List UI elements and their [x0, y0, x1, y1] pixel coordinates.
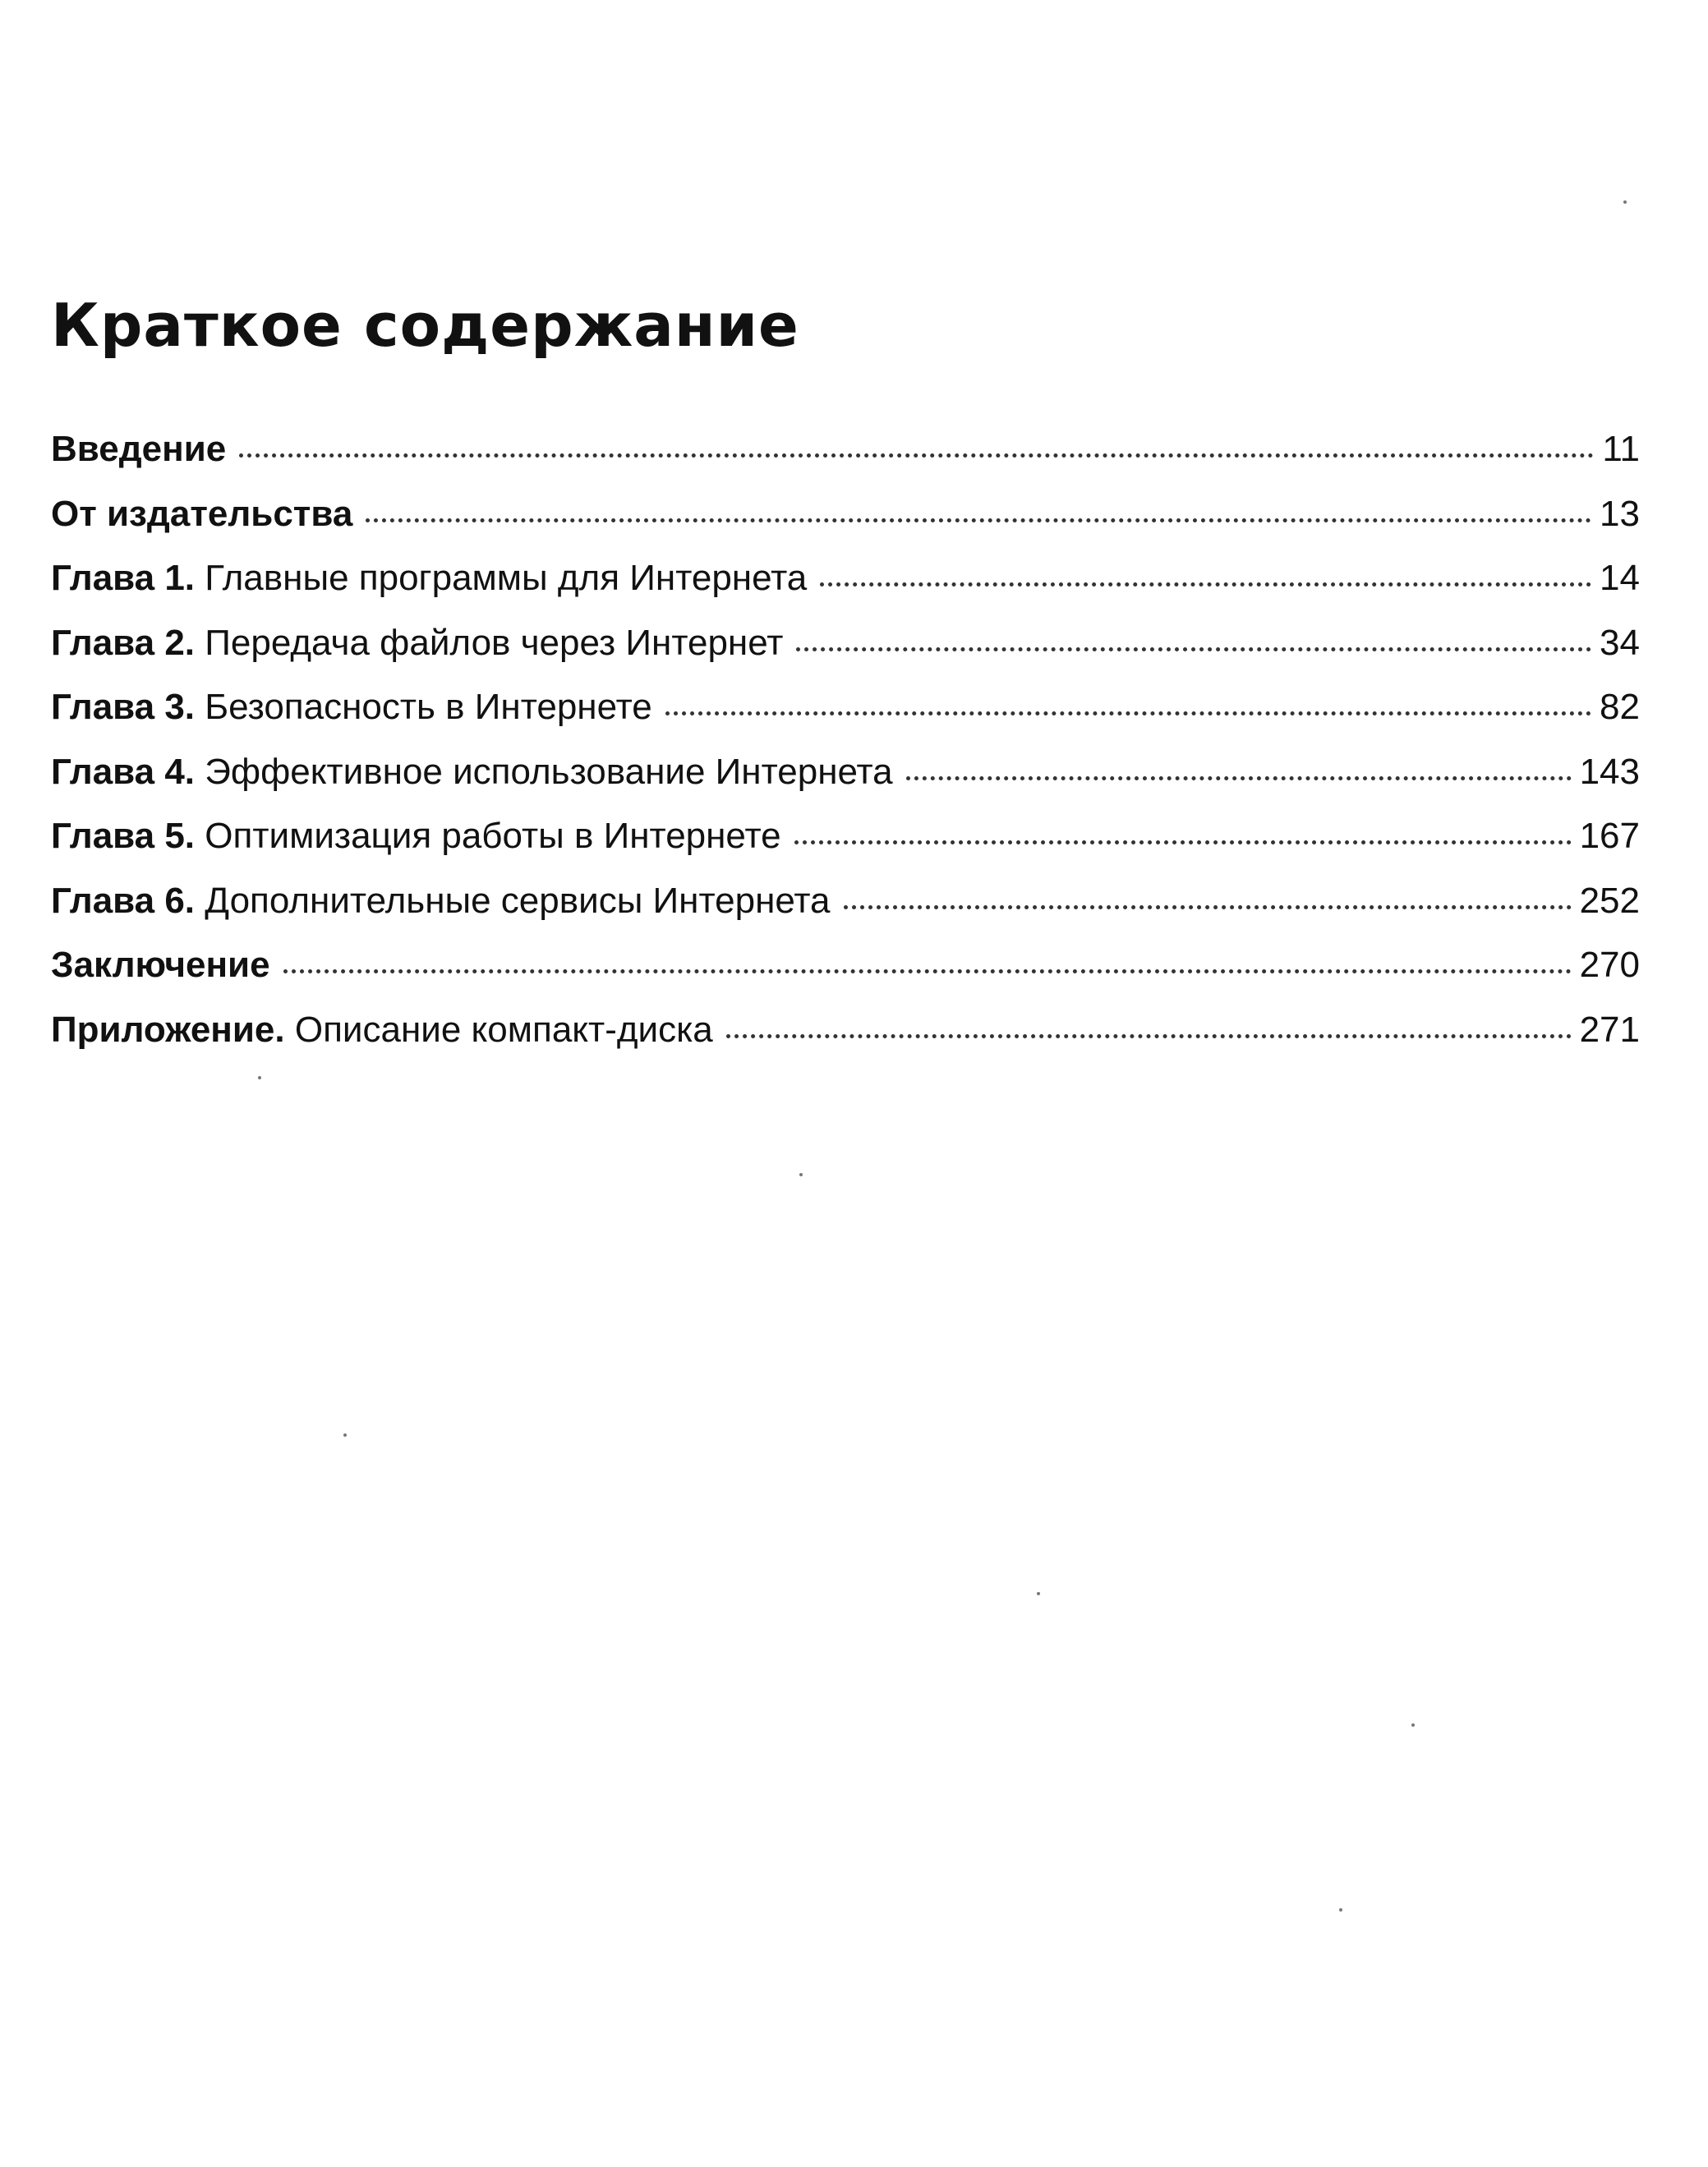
toc-label — [51, 880, 831, 921]
toc-page-number: 14 — [1600, 558, 1640, 598]
toc-dot-leader — [906, 776, 1572, 780]
toc-prefix: Глава 6. — [51, 880, 196, 921]
toc-page-number: 13 — [1600, 493, 1640, 534]
scan-speck — [1037, 1592, 1040, 1595]
toc-page-number: 143 — [1579, 751, 1640, 792]
toc-label — [51, 622, 784, 663]
toc-dot-leader — [283, 969, 1572, 973]
toc-page-number: 167 — [1579, 816, 1640, 856]
table-of-contents — [51, 431, 1640, 1076]
toc-entry-appendix[interactable] — [51, 1009, 1640, 1077]
toc-entry-introduction[interactable] — [51, 431, 1640, 496]
toc-label — [51, 1009, 713, 1050]
scan-speck — [1339, 1908, 1342, 1912]
toc-prefix: От издательства — [51, 493, 353, 534]
scan-speck — [1623, 200, 1627, 204]
toc-page-number: 82 — [1600, 687, 1640, 727]
toc-chapter-title: Оптимизация работы в Интернете — [205, 816, 781, 856]
toc-prefix: Глава 1. — [51, 558, 196, 598]
toc-entry-chapter-4[interactable] — [51, 751, 1640, 819]
toc-chapter-title: Безопасность в Интернете — [205, 687, 652, 727]
toc-prefix: Введение — [51, 429, 227, 469]
toc-label — [51, 560, 807, 596]
scan-speck — [799, 1173, 803, 1176]
toc-entry-conclusion[interactable] — [51, 947, 1640, 1012]
toc-page-number: 270 — [1579, 945, 1640, 985]
toc-label — [51, 493, 353, 534]
toc-entry-chapter-3[interactable] — [51, 689, 1640, 754]
toc-prefix: Глава 4. — [51, 751, 196, 792]
toc-prefix: Заключение — [51, 945, 270, 985]
toc-dot-leader — [796, 647, 1591, 651]
toc-label — [51, 689, 652, 725]
toc-dot-leader — [726, 1034, 1572, 1038]
toc-dot-leader — [820, 582, 1591, 587]
toc-dot-leader — [665, 711, 1591, 715]
toc-chapter-title: Эффективное использование Интернета — [205, 751, 893, 792]
toc-entry-chapter-1[interactable] — [51, 560, 1640, 625]
toc-page-number: 252 — [1579, 880, 1640, 921]
scan-speck — [1411, 1723, 1415, 1727]
toc-page-number: 34 — [1600, 622, 1640, 663]
toc-dot-leader — [794, 840, 1572, 844]
scan-speck — [343, 1433, 347, 1437]
toc-page-number: 271 — [1579, 1009, 1640, 1050]
toc-prefix: Глава 3. — [51, 687, 196, 727]
toc-label — [51, 431, 226, 467]
toc-chapter-title: Описание компакт-диска — [294, 1009, 713, 1050]
toc-label — [51, 947, 270, 983]
toc-page-number: 11 — [1602, 429, 1640, 469]
toc-dot-leader — [844, 905, 1572, 909]
scan-speck — [258, 1076, 261, 1079]
toc-prefix: Глава 2. — [51, 622, 196, 663]
toc-prefix: Глава 5. — [51, 816, 196, 856]
toc-entry-chapter-2[interactable] — [51, 622, 1640, 690]
toc-entry-chapter-6[interactable] — [51, 880, 1640, 948]
toc-entry-chapter-5[interactable] — [51, 818, 1640, 883]
toc-dot-leader — [239, 453, 1594, 458]
toc-label — [51, 818, 781, 854]
toc-label — [51, 751, 893, 792]
toc-chapter-title: Главные программы для Интернета — [205, 558, 808, 598]
toc-entry-publisher-note[interactable] — [51, 493, 1640, 561]
page-title: Краткое содержание — [51, 291, 799, 360]
toc-chapter-title: Передача файлов через Интернет — [205, 622, 784, 663]
toc-chapter-title: Дополнительные сервисы Интернета — [205, 880, 831, 921]
toc-prefix: Приложение. — [51, 1009, 285, 1050]
toc-dot-leader — [366, 518, 1591, 522]
